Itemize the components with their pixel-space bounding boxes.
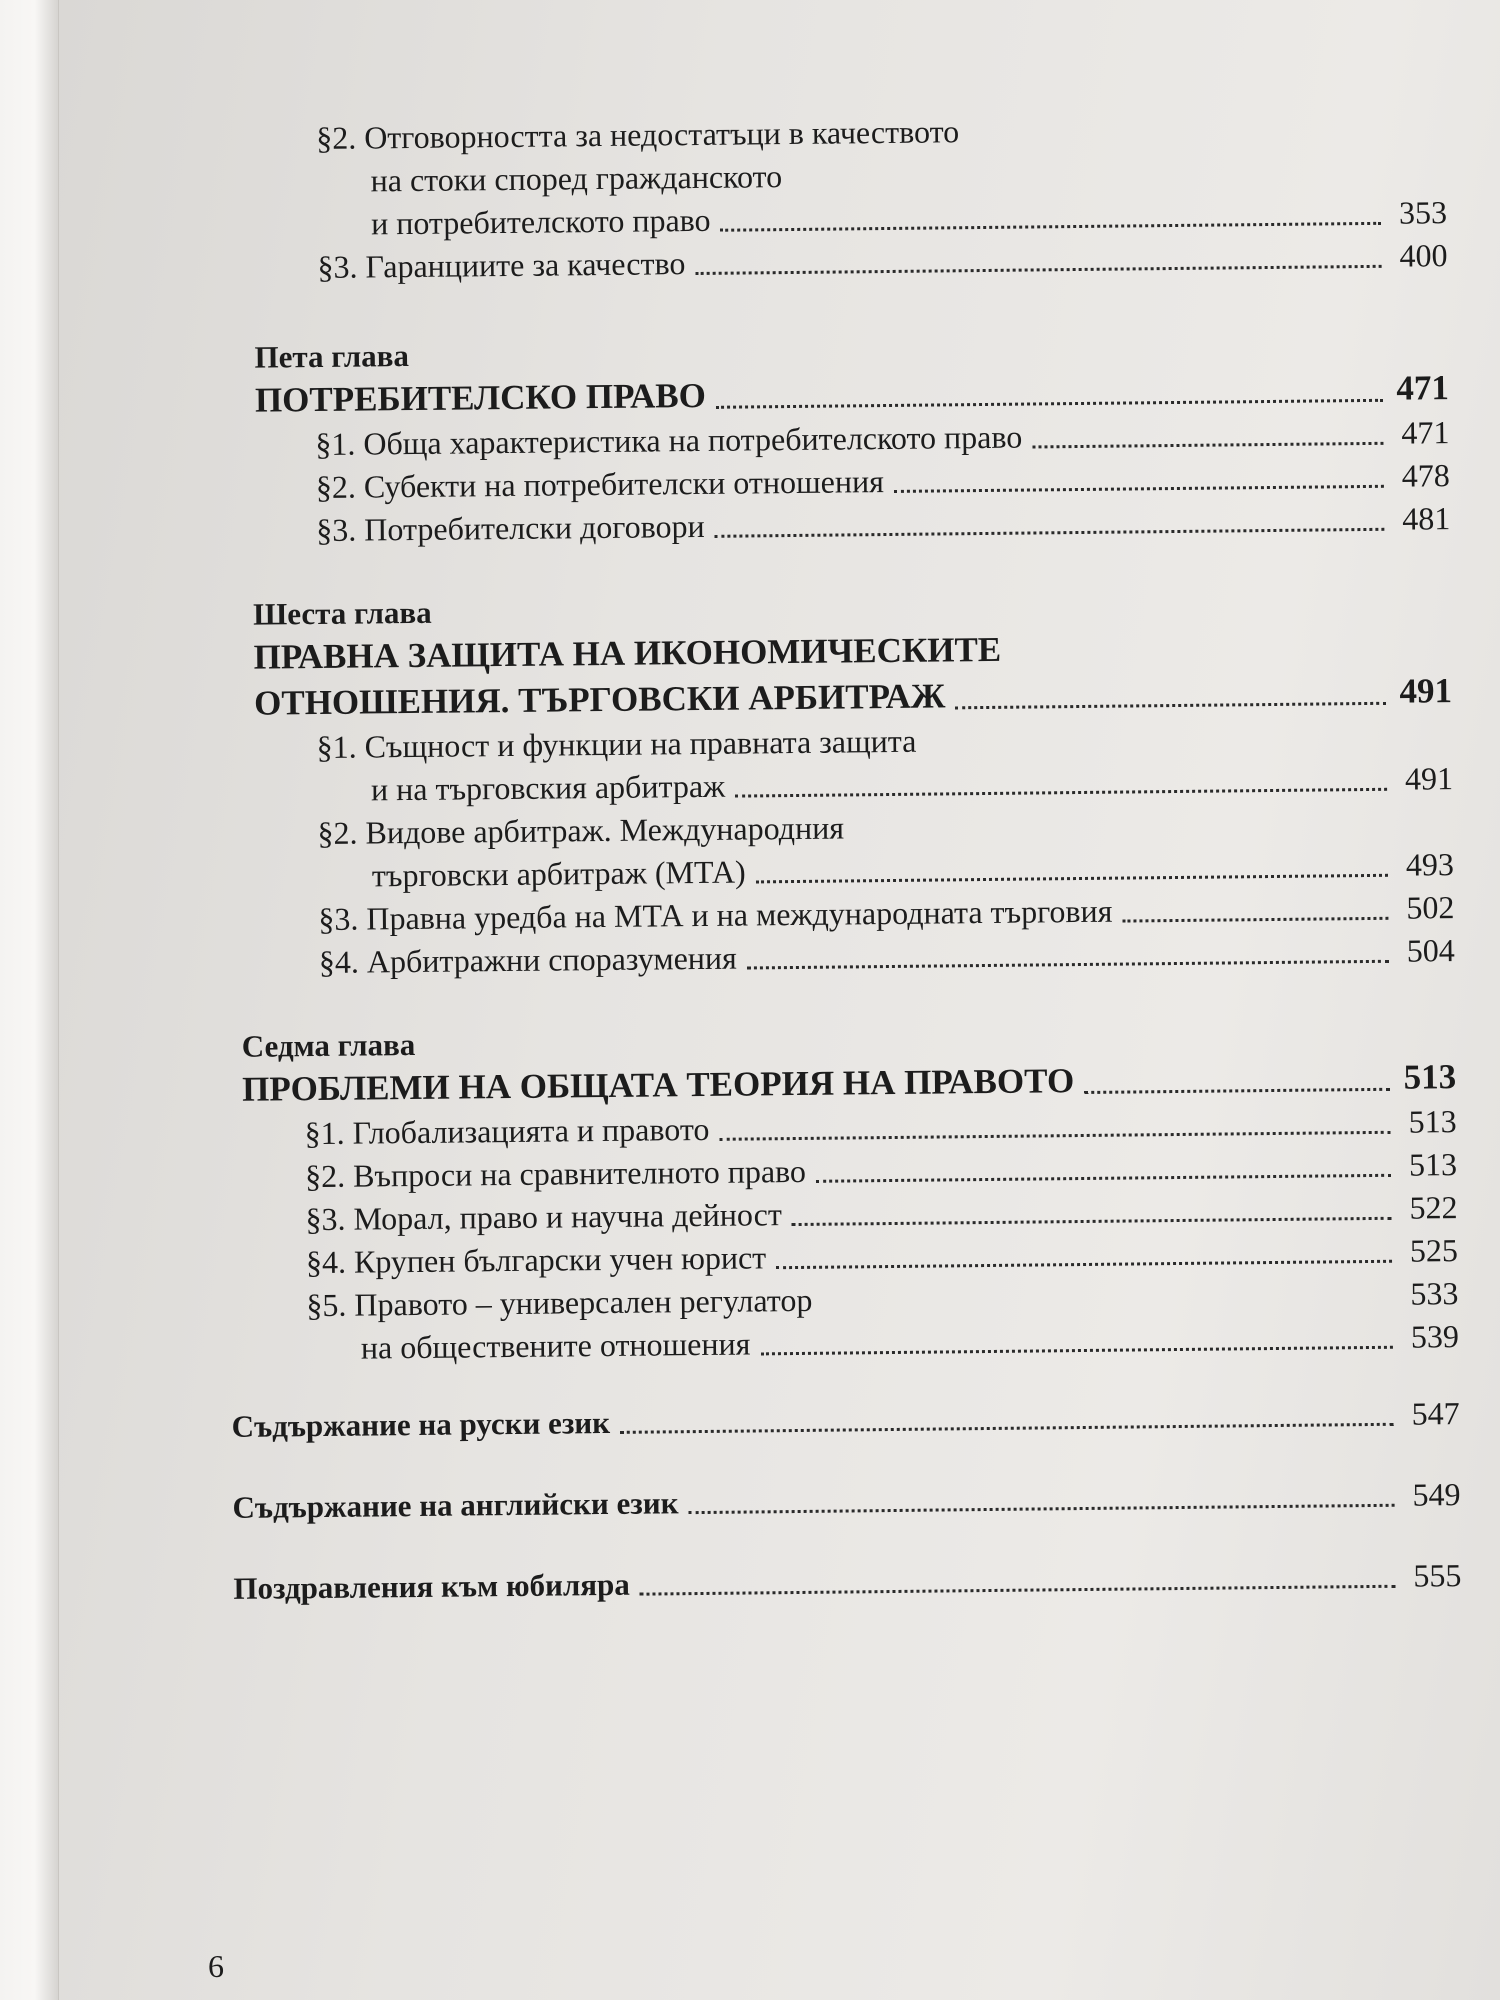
entry-text: Крупен български учен юрист <box>353 1239 767 1280</box>
page-ref: 513 <box>1403 1057 1457 1097</box>
page-ref: 471 <box>1401 414 1450 451</box>
dot-leader <box>640 1585 1396 1596</box>
dot-leader <box>816 1174 1391 1183</box>
entry-number: §3. <box>318 900 359 937</box>
dot-leader <box>894 485 1384 493</box>
entry-number: §1. <box>315 425 356 462</box>
back-matter <box>231 1392 1461 1610</box>
entry-number: §3. <box>317 248 358 285</box>
dot-leader <box>760 1346 1392 1356</box>
entry-text-line: Същност и функции на правната защита <box>364 722 917 765</box>
entry-text-line: Гаранциите за качество <box>365 245 686 285</box>
dot-leader <box>721 222 1382 232</box>
chapter-label: Пета глава <box>254 338 410 375</box>
entry-text-line: Видове арбитраж. Международния <box>365 809 845 851</box>
entry-number: §3. <box>316 511 357 548</box>
entry-text-line: търговски арбитраж (МТА) <box>371 853 746 894</box>
dot-leader <box>689 1504 1395 1514</box>
page-ref: 471 <box>1396 368 1450 408</box>
entry-text: Потребителски договори <box>364 507 705 548</box>
dot-leader <box>716 399 1383 409</box>
entry-text-line: на обществените отношения <box>360 1325 751 1366</box>
entry-text-line: на стоки според гражданското <box>370 158 783 199</box>
page-ref: 502 <box>1406 889 1455 926</box>
entry-number: §4. <box>318 943 360 980</box>
dot-leader <box>720 1131 1391 1141</box>
toc-entry-russian <box>231 1392 1459 1448</box>
dot-leader <box>776 1260 1392 1269</box>
chapter-title: ПОТРЕБИТЕЛСКО ПРАВО <box>254 375 707 420</box>
entry-text: Въпроси на сравнителното право <box>352 1152 807 1194</box>
entry-text: Обща характеристика на потребителското право <box>363 418 1023 462</box>
dot-leader <box>1084 1088 1390 1094</box>
chapter-label: Шеста глава <box>253 594 432 632</box>
chapter-title: ПРОБЛЕМИ НА ОБЩАТА ТЕОРИЯ НА ПРАВОТО <box>241 1061 1075 1109</box>
page-ref: 513 <box>1408 1103 1457 1140</box>
entry-text: Субекти на потребителски отношения <box>363 463 884 505</box>
entry-number: §2. <box>317 814 358 851</box>
dot-leader <box>695 265 1381 275</box>
page-ref: 513 <box>1408 1146 1458 1183</box>
entry-number: §2. <box>316 119 357 156</box>
page-edge <box>0 0 59 2000</box>
page-ref: 493 <box>1405 846 1455 883</box>
page-ref: 491 <box>1404 760 1454 797</box>
entry-number: §2. <box>315 468 357 505</box>
page-ref: 539 <box>1410 1318 1460 1355</box>
entry-text: Арбитражни споразумения <box>366 939 737 980</box>
entry-text-line: и потребителското право <box>370 201 711 242</box>
chapter5 <box>220 325 1450 553</box>
toc-entry <box>255 800 1454 899</box>
table-of-contents <box>218 105 1462 1610</box>
page-ref: 478 <box>1401 457 1450 494</box>
page-ref: 549 <box>1412 1476 1461 1513</box>
page-ref: 525 <box>1409 1232 1459 1269</box>
dot-leader <box>955 702 1386 710</box>
entry-text: Поздравления към юбиляра <box>233 1566 630 1606</box>
chapter7 <box>228 1014 1460 1371</box>
dot-leader <box>1032 442 1383 449</box>
entry-text-line: Отговорността за недостатъци в качеството <box>364 113 960 156</box>
entry-text: Правна уредба на МТА и на международната търговия <box>366 892 1113 937</box>
toc-entry-2 <box>218 105 1447 247</box>
dot-leader <box>756 874 1388 884</box>
entry-number: §4. <box>305 1243 347 1281</box>
page-ref: 533 <box>1410 1275 1459 1312</box>
chapter6 <box>223 582 1455 985</box>
dot-leader <box>822 1303 1392 1312</box>
entry-number: §5. <box>306 1286 347 1324</box>
page-ref: 555 <box>1413 1557 1462 1594</box>
dot-leader <box>747 960 1389 970</box>
toc-entry-greetings <box>233 1554 1461 1610</box>
page-ref: 547 <box>1411 1395 1460 1432</box>
page-ref: 491 <box>1399 671 1453 711</box>
chapter-title-line2: ОТНОШЕНИЯ. ТЪРГОВСКИ АРБИТРАЖ <box>253 676 946 723</box>
entry-text-line: и на търговския арбитраж <box>370 767 726 808</box>
toc-entry <box>244 1272 1459 1371</box>
entry-text: Морал, право и научна дейност <box>353 1196 782 1237</box>
page-ref: 522 <box>1409 1189 1458 1226</box>
entry-text: Съдържание на руски език <box>231 1404 611 1444</box>
toc-entry <box>254 714 1453 813</box>
dot-leader <box>620 1423 1394 1434</box>
chapter4-continuation <box>218 105 1448 290</box>
entry-text: Глобализацията и правото <box>352 1110 710 1151</box>
entry-text: Съдържание на английски език <box>232 1485 679 1525</box>
dot-leader <box>735 788 1387 798</box>
entry-number: §3. <box>305 1200 346 1238</box>
entry-number: §2. <box>304 1157 346 1195</box>
dot-leader <box>715 528 1385 538</box>
page-ref: 400 <box>1399 237 1448 274</box>
entry-text-line: Правото – универсален регулатор <box>354 1281 813 1323</box>
page-ref: 481 <box>1402 500 1451 537</box>
entry-number: §1. <box>304 1114 345 1152</box>
page-ref: 504 <box>1406 932 1455 969</box>
chapter-label: Седма глава <box>241 1026 416 1064</box>
chapter-title-line1: ПРАВНА ЗАЩИТА НА ИКОНОМИЧЕСКИТЕ <box>253 629 1002 677</box>
toc-entry-english <box>232 1473 1460 1529</box>
dot-leader <box>1122 917 1388 923</box>
entry-number: §1. <box>316 728 357 766</box>
page-ref: 353 <box>1398 194 1448 231</box>
page-number: 6 <box>208 1948 224 1984</box>
dot-leader <box>792 1217 1392 1226</box>
